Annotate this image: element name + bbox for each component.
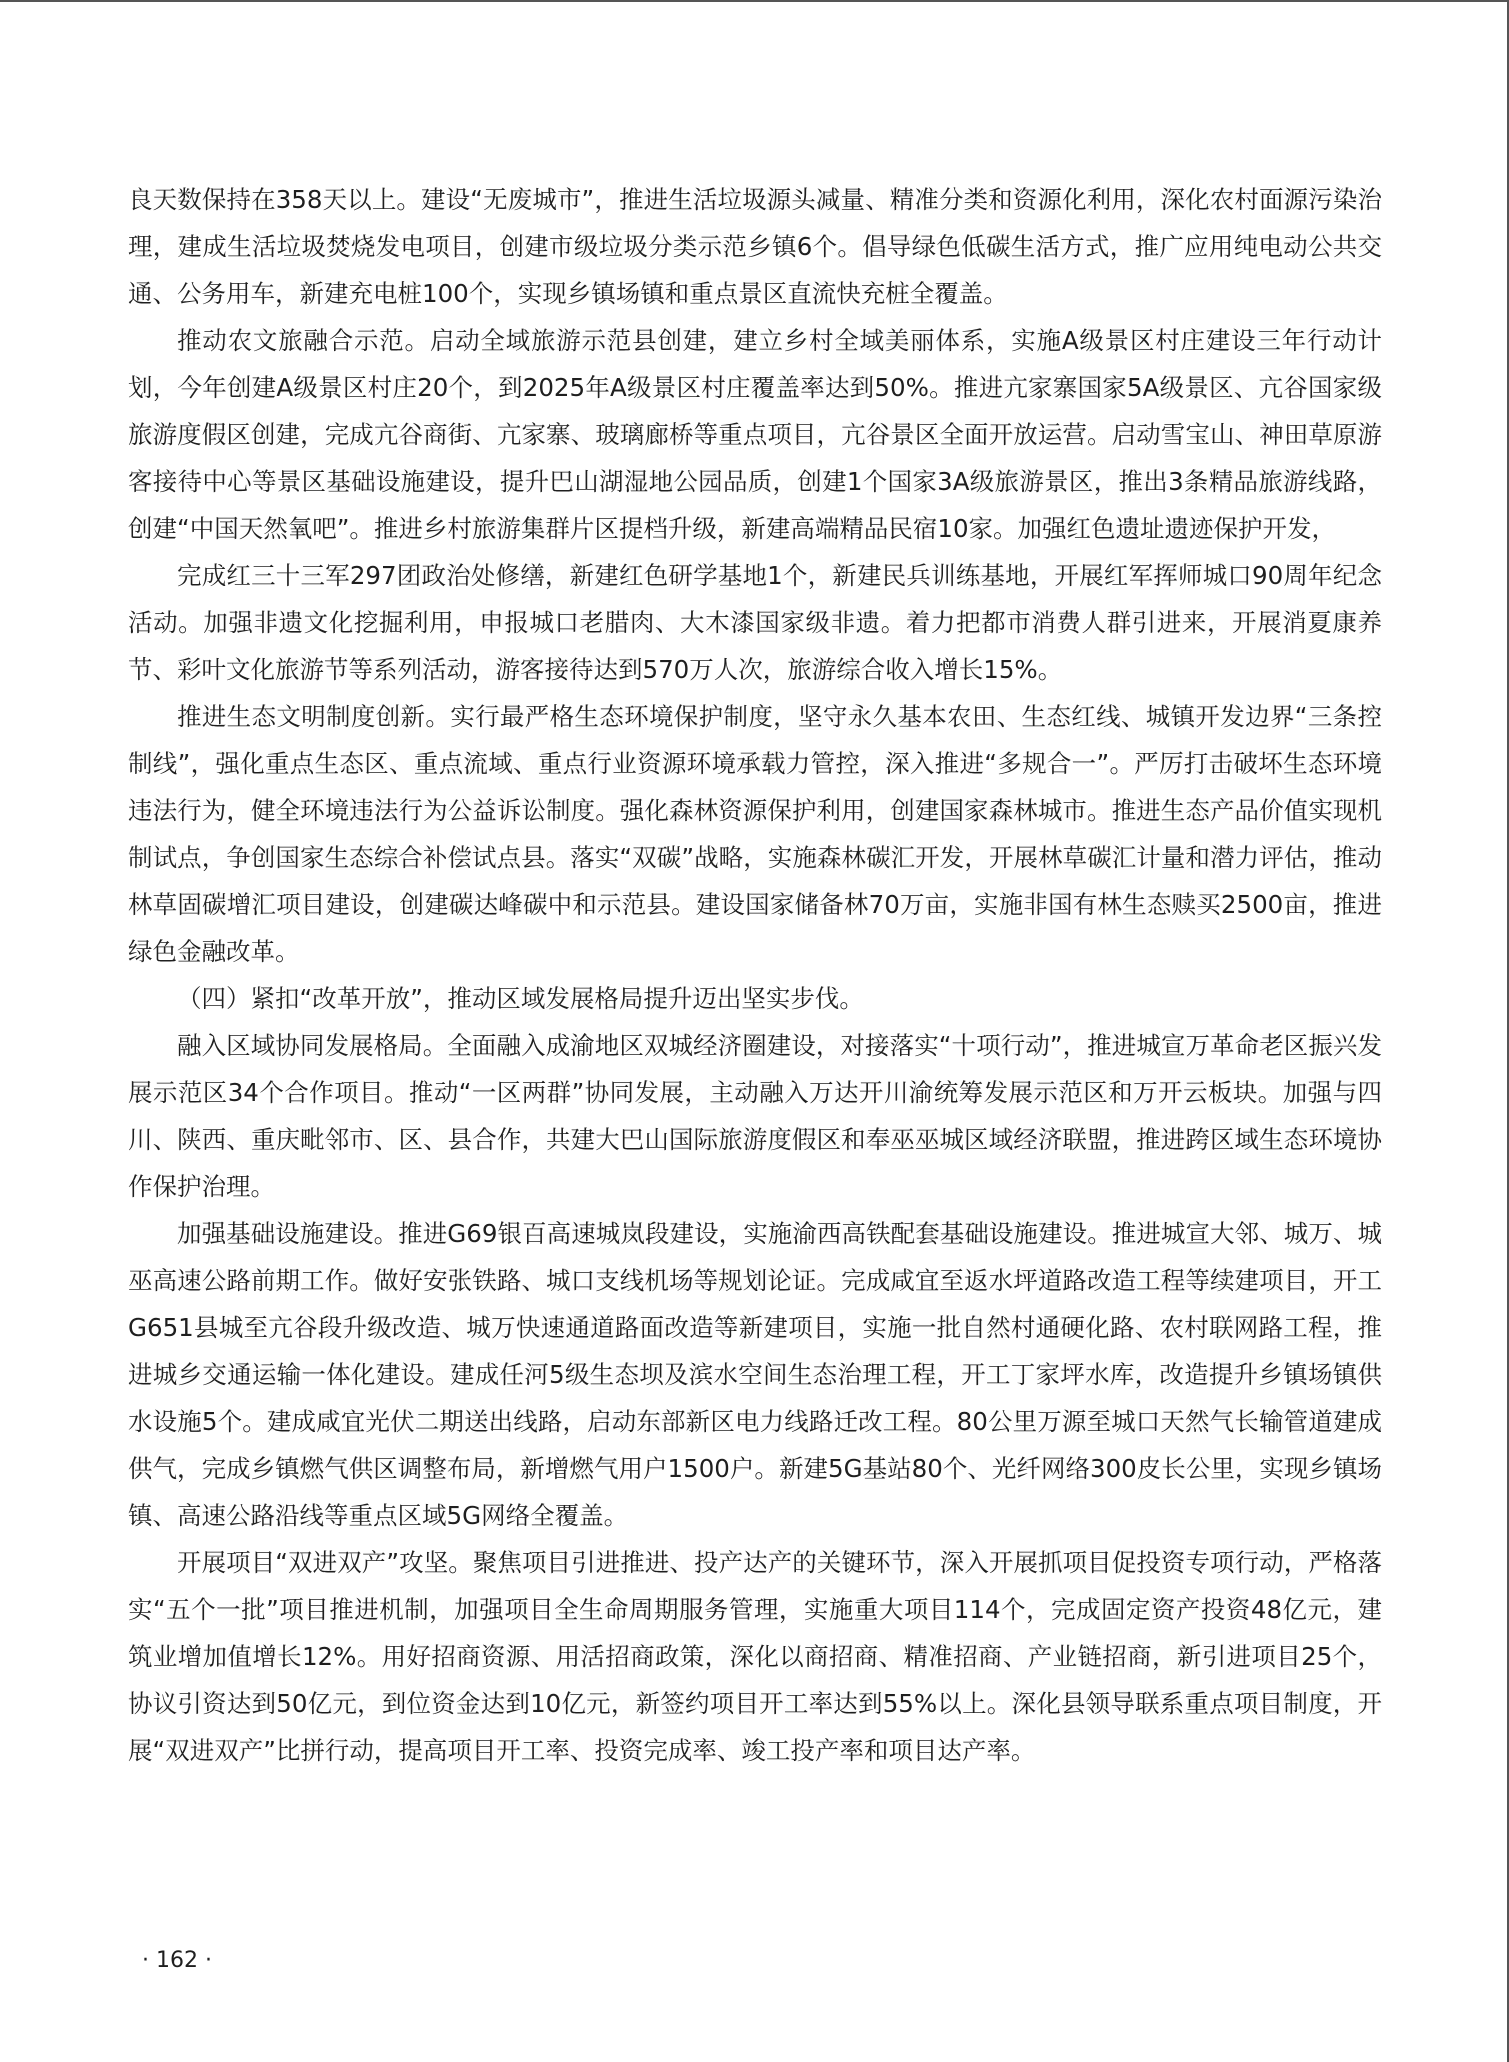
paragraph-regional-coordination: 融入区域协同发展格局。全面融入成渝地区双城经济圈建设，对接落实“十项行动”，推进城宣万革命老区振兴发展示范区34个合作项目。推动“一区两群”协同发展，主动融入万达开川渝统筹发展示范区和万开云板块。加强与四川、陕西、重庆毗邻市、区、县合作，共建大巴山国际旅游度假区和奉巫巫城区域经济联盟，推进跨区域生态环境协作保护治理。	[128, 1031, 1382, 1201]
page-top-border	[0, 0, 1509, 2]
document-body	[128, 176, 1382, 1774]
page-number-value: 162	[156, 1948, 198, 1973]
paragraph-projects: 开展项目“双进双产”攻坚。聚焦项目引进推进、投产达产的关键环节，深入开展抓项目促投资专项行动，严格落实“五个一批”项目推进机制，加强项目全生命周期服务管理，实施重大项目114个，完成固定资产投资48亿元，建筑业增加值增长12%。用好招商资源、用活招商政策，深化以商招商、精准招商、产业链招商，新引进项目25个，协议引资达到50亿元，到位资金达到10亿元，新签约项目开工率达到55%以上。深化县领导联系重点项目制度，开展“双进双产”比拼行动，提高项目开工率、投资完成率、竣工投产率和项目达产率。	[128, 1548, 1382, 1765]
paragraph-ecological-civilization: 推进生态文明制度创新。实行最严格生态环境保护制度，坚守永久基本农田、生态红线、城镇开发边界“三条控制线”，强化重点生态区、重点流域、重点行业资源环境承载力管控，深入推进“多规合一”。严厉打击破坏生态环境违法行为，健全环境违法行为公益诉讼制度。强化森林资源保护利用，创建国家森林城市。推进生态产品价值实现机制试点，争创国家生态综合补偿试点县。落实“双碳”战略，实施森林碳汇开发，开展林草碳汇计量和潜力评估，推动林草固碳增汇项目建设，创建碳达峰碳中和示范县。建设国家储备林70万亩，实施非国有林生态赎买2500亩，推进绿色金融改革。	[128, 702, 1382, 966]
page-number-dot-left: ·	[142, 1948, 156, 1973]
paragraph-continuation: 良天数保持在358天以上。建设“无废城市”，推进生活垃圾源头减量、精准分类和资源化利用，深化农村面源污染治理，建成生活垃圾焚烧发电项目，创建市级垃圾分类示范乡镇6个。倡导绿色低碳生活方式，推广应用纯电动公共交通、公务用车，新建充电桩100个，实现乡镇场镇和重点景区直流快充桩全覆盖。	[128, 185, 1382, 308]
paragraph-red-heritage: 完成红三十三军297团政治处修缮，新建红色研学基地1个，新建民兵训练基地，开展红军挥师城口90周年纪念活动。加强非遗文化挖掘利用，申报城口老腊肉、大木漆国家级非遗。着力把都市消费人群引进来，开展消夏康养节、彩叶文化旅游节等系列活动，游客接待达到570万人次，旅游综合收入增长15%。	[128, 561, 1382, 684]
section-heading-reform-opening: （四）紧扣“改革开放”，推动区域发展格局提升迈出坚实步伐。	[177, 984, 864, 1013]
page-number-dot-right: ·	[198, 1948, 212, 1973]
paragraph-agritourism: 推动农文旅融合示范。启动全域旅游示范县创建，建立乡村全域美丽体系，实施A级景区村庄建设三年行动计划，今年创建A级景区村庄20个，到2025年A级景区村庄覆盖率达到50%。推进亢家寨国家5A级景区、亢谷国家级旅游度假区创建，完成亢谷商街、亢家寨、玻璃廊桥等重点项目，亢谷景区全面开放运营。启动雪宝山、神田草原游客接待中心等景区基础设施建设，提升巴山湖湿地公园品质，创建1个国家3A级旅游景区，推出3条精品旅游线路，创建“中国天然氧吧”。推进乡村旅游集群片区提档升级，新建高端精品民宿10家。加强红色遗址遗迹保护开发，	[128, 326, 1382, 543]
paragraph-infrastructure: 加强基础设施建设。推进G69银百高速城岚段建设，实施渝西高铁配套基础设施建设。推进城宣大邻、城万、城巫高速公路前期工作。做好安张铁路、城口支线机场等规划论证。完成咸宜至返水坪道路改造工程等续建项目，开工G651县城至亢谷段升级改造、城万快速通道路面改造等新建项目，实施一批自然村通硬化路、农村联网路工程，推进城乡交通运输一体化建设。建成任河5级生态坝及滨水空间生态治理工程，开工丁家坪水库，改造提升乡镇场镇供水设施5个。建成咸宜光伏二期送出线路，启动东部新区电力线路迁改工程。80公里万源至城口天然气长输管道建成供气，完成乡镇燃气供区调整布局，新增燃气用户1500户。新建5G基站80个、光纤网络300皮长公里，实现乡镇场镇、高速公路沿线等重点区域5G网络全覆盖。	[128, 1219, 1382, 1530]
page-number	[128, 1916, 212, 1976]
